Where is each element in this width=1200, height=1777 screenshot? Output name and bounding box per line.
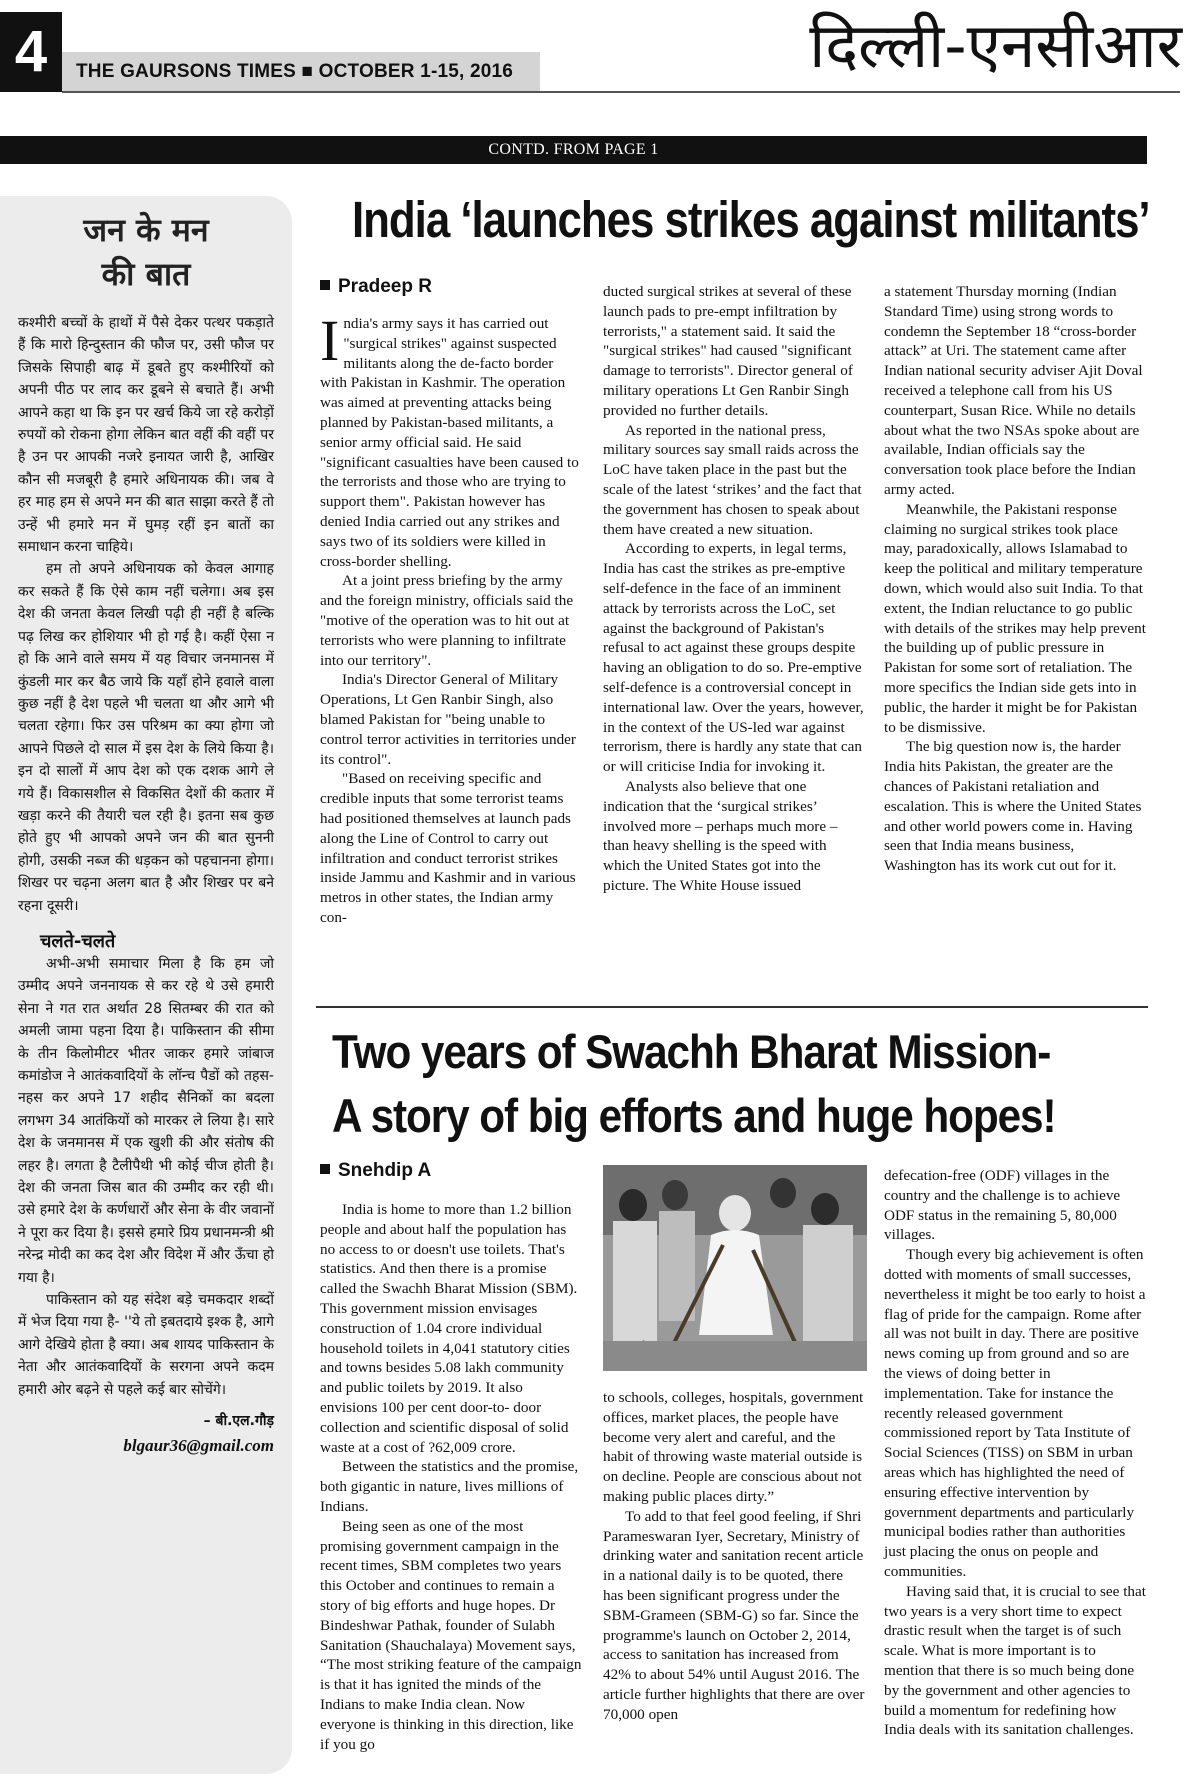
byline-bullet <box>320 1164 330 1174</box>
article2-column-3 <box>884 1166 1148 1740</box>
masthead: THE GAURSONS TIMES ■ OCTOBER 1-15, 2016 <box>62 52 540 92</box>
article1-paragraph: According to experts, in legal terms, India has cast the strikes as pre-emptive self-defence in the face of an imminent attack by terrorists across the LoC, set against the background of Pakistan's refusal to act against these groups despite having an obligation to do so. Pre-emptive self-defence is a controversial concept in international law. Over the years, however, in the context of the US-led war against terrorism, there is hardly any state that can or will criticise India for invoking it. <box>603 540 864 776</box>
article-divider <box>316 1006 1148 1008</box>
article1-paragraph: "Based on receiving specific and credible inputs that some terrorist teams had positioned themselves at launch pads along the Line of Control to carry out infiltration and conduct terrorist strikes inside Jammu and Kashmir and in various metros in other states, the Indian army con- <box>320 770 576 926</box>
article1-paragraph: a statement Thursday morning (Indian Standard Time) using strong words to condemn the September 18 “cross-border attack” at Uri. The statement came after Indian national security adviser Ajit Doval received a telephone call from his US counterpart, Susan Rice. While no details about what the two NSAs spoke about are available, Indian officials say the conversation took place before the Indian army acted. <box>884 283 1143 498</box>
section-title: दिल्ली-एनसीआर <box>809 9 1182 82</box>
article2-paragraph: Having said that, it is crucial to see that two years is a very short time to expect drastic result when the target is of such scale. What is more important is to mention that there is so much being done by the government and other agencies to build a momentum for redefining how India deals with its sanitation challenges. <box>884 1582 1146 1739</box>
article1-paragraph: As reported in the national press, military sources say small raids across the LoC have taken place in the past but the scale of the latest ‘strikes’ and the fact that the government has chosen to speak about them have created a new situation. <box>603 421 862 538</box>
article2-paragraph: Being seen as one of the most promising government campaign in the recent times, SBM completes two years this October and continues to remain a story of big efforts and huge hopes. Dr Bindeshwar Pathak, founder of Sulabh Sanitation (Shauchalaya) Movement says, “The most striking feature of the campaign is that it has ignited the minds of the Indians to make India clean. Now everyone is thinking in this direction, like if you go <box>320 1517 582 1753</box>
opinion-column <box>0 196 292 1774</box>
article1-paragraph: Meanwhile, the Pakistani response claiming no surgical strikes took place may, paradoxically, allows Islamabad to keep the political and military temperature down, which would also suit India. To that extent, the Indian reluctance to go public with details of the strikes may help prevent the building up of public pressure in Pakistan for some sort of retaliation. The more specifics the Indian side gets into in public, the harder it might be for Pakistan to be dismissive. <box>884 500 1146 736</box>
article2-paragraph: To add to that feel good feeling, if Shri Parameswaran Iyer, Secretary, Ministry of drinking water and sanitation recent article in a national daily is to be quoted, there has been significant progress under the SBM-Grameen (SBM-G) so far. Since the programme's launch on October 2, 2014, access to sanitation has increased from 42% to about 54% until August 2016. The article further highlights that there are over 70,000 open <box>603 1507 865 1723</box>
article2-paragraph: defecation-free (ODF) villages in the country and the challenge is to achieve ODF status in the remaining 5, 80,000 villages. <box>884 1167 1121 1244</box>
opinion-email[interactable]: blgaur36@gmail.com <box>123 1436 274 1456</box>
opinion-paragraph: अभी-अभी समाचार मिला है कि हम जो उम्मीद अपने जननायक से कर रहे थे उसे हमारी सेना ने गत रात अर्थात 28 सितम्बर की रात को अमली जामा पहना दिया है। पाकिस्तान की सीमा के तीन किलोमीटर भीतर जाकर हमारे जांबाज कमांडोज ने आतंकवादियों के लॉन्च पैडों को तहस-नहस कर अपने 17 शहीद सैनिकों का बदला लगभग 34 आतंकियों को मारकर ले लिया है। सारे देश के जनमानस में एक खुशी की और संतोष की लहर है। लगता है टैलीपैथी भी कोई चीज होती है। देश की जनता जिस बात की उम्मीद कर रही थी। उसे हमारे देश के कर्णधारों और सेना के वीर जवानों ने पूरा कर दिया है। इससे हमारे प्रिय प्रधानमन्त्री श्री नरेन्द्र मोदी का कद देश और विदेश में और ऊँचा हो गया है। <box>18 955 274 1286</box>
article2-column-2 <box>603 1388 865 1725</box>
article1-paragraph: At a joint press briefing by the army and the foreign ministry, officials said the "motive of the operation was to hit out at terrorists who were planning to infiltrate into our territory". <box>320 572 574 669</box>
article2-paragraph: Though every big achievement is often dotted with moments of small successes, nevertheless it might be too early to hoist a flag of pride for the campaign. Rome after all was not built in day. There are positive news coming up from ground and so are the views of doing better in implementation. Take for instance the recently released government commissioned report by Tata Institute of Social Sciences (TISS) on SBM in urban areas which has highlighted the need of ensuring effective intervention by government departments and particularly municipal bodies rather than authorities just placing the onus on people and communities. <box>884 1246 1146 1580</box>
header-rule <box>62 91 1180 93</box>
article1-byline: Pradeep R <box>320 276 432 298</box>
photo-illustration <box>603 1165 867 1371</box>
opinion-signature: – बी.एल.गौड़ <box>203 1413 274 1430</box>
dropcap: I <box>320 308 340 373</box>
article1-column-1 <box>320 308 582 928</box>
byline-bullet <box>320 280 330 290</box>
article2-paragraph: India is home to more than 1.2 billion people and about half the population has no access to or doesn't use toilets. That's statistics. And then there is a promise called the Swachh Bharat Mission (SBM). This government mission envisages construction of 1.04 crore individual household toilets in 4,041 statutory cities and towns besides 5.08 lakh community and public toilets by 2019. It also envisions 100 per cent door-to- door collection and scientific disposal of solid waste at a cost of ?62,009 crore. <box>320 1201 578 1456</box>
article1-paragraph: India's Director General of Military Operations, Lt Gen Ranbir Singh, also blamed Pakistan for "being unable to control terror activities in territories under its control". <box>320 671 576 768</box>
article2-byline: Snehdip A <box>320 1160 431 1182</box>
article2-column-1 <box>320 1200 582 1754</box>
opinion-paragraph: पाकिस्तान को यह संदेश बड़े चमकदार शब्दों में भेज दिया गया है- ''ये तो इबतदाये इश्क है, आगे आगे देखिये होता है क्या। अब शायद पाकिस्तान के नेता और आतंकवादियों के सरगना अपने कदम हमारी ओर बढ़ने से पहले कई बार सोचेंगे। <box>18 1292 274 1398</box>
article1-column-3 <box>884 282 1148 876</box>
article1-paragraph: Analysts also believe that one indication that the ‘surgical strikes’ involved more – perhaps much more – than heavy shelling is the speed with which the United States got into the picture. The White House issued <box>603 777 838 894</box>
opinion-title: जन के मन की बात <box>83 211 209 293</box>
article1-paragraph: India's army says it has carried out "surgical strikes" against suspected militants along the de-facto border with Pakistan in Kashmir. The operation was aimed at preventing attacks being planned by Pakistan-based militants, a senior army official said. He said "significant casualties have been caused to the terrorists and those who are trying to support them". Pakistan however has denied India carried out any strikes and says two of its soldiers were killed in cross-border shelling. <box>320 308 579 570</box>
page-number: 4 <box>0 12 62 92</box>
article2-headline: Two years of Swachh Bharat Mission- A story of big efforts and huge hopes! <box>332 1025 1056 1142</box>
article1-paragraph: The big question now is, the harder India hits Pakistan, the greater are the chances of Pakistani retaliation and escalation. This is where the United States and other world powers come in. Having seen that India means business, Washington has its work cut out for it. <box>884 738 1142 875</box>
article2-paragraph: to schools, colleges, hospitals, government offices, market places, the people have become very alert and careful, and the habit of throwing waste material outside is on decline. People are conscious about not making public places dirty.” <box>603 1389 864 1505</box>
opinion-subheading: चलते-चलते <box>40 930 116 952</box>
swachh-bharat-photo <box>603 1165 867 1371</box>
article2-paragraph: Between the statistics and the promise, both gigantic in nature, lives millions of Indians. <box>320 1458 579 1515</box>
article1-headline: India ‘launches strikes against militants’ <box>352 191 1150 248</box>
contd-banner: CONTD. FROM PAGE 1 <box>0 136 1147 164</box>
article1-column-2 <box>603 282 865 896</box>
opinion-paragraph: हम तो अपने अधिनायक को केवल आगाह कर सकते हैं कि ऐसे काम नहीं चलेगा। अब इस देश की जनता केवल लिखी पढ़ी ही नहीं है बल्कि पढ़ लिख कर होशियार भी हो गई है। कहीं ऐसा न हो कि आने वाले समय में यह विचार जनमानस में कुंडली मार कर बैठ जाये कि यहाँ होने हवाले वाला कुछ नहीं है देश पहले भी चलता था और आगे भी चलता रहेगा। फिर उस परिश्रम का क्या होगा जो आपने पिछले दो साल में इस देश के लिये किया है। इन दो सालों में आप देश को एक दशक आगे ले गये हैं। विकासशील से विकसित देशों की कतार में खड़ा करने की तैयारी चल रही है। इतना सब कुछ होते हुए भी आपको अपने जन की बात सुननी होगी, उसकी नब्ज की धड़कन को पहचानना होगा। शिखर पर चढ़ना अलग बात है और शिखर पर बने रहना दूसरी। <box>18 561 274 914</box>
opinion-paragraph: कश्मीरी बच्चों के हाथों में पैसे देकर पत्थर पकड़ाते हैं कि मारो हिन्दुस्तान की फौज पर, उसी फौज पर जिसके सिपाही बाढ़ में डूबते हुए कश्मीरियों को अपनी पीठ पर लाद कर डूबने से बचाते हैं। अभी आपने कहा था कि इन पर खर्च किये जा रहे करोड़ों रुपयों को रोकना होगा लेकिन बात वहीं की वहीं पर है उन पर आपकी नजरे इनायत जारी है, आखिर कौन सी मजबूरी है हमारे अधिनायक की। जब वे हर माह हम से अपने मन की बात साझा करते हैं तो उन्हें भी हमारे मन में घुमड़ रहीं इन बातों का समाधान करना चाहिये। <box>18 315 274 556</box>
article1-paragraph: ducted surgical strikes at several of these launch pads to pre-empt infiltration by terrorists," a statement said. It said the "surgical strikes" had caused "significant damage to terrorists". Director general of military operations Lt Gen Ranbir Singh provided no further details. <box>603 283 853 419</box>
